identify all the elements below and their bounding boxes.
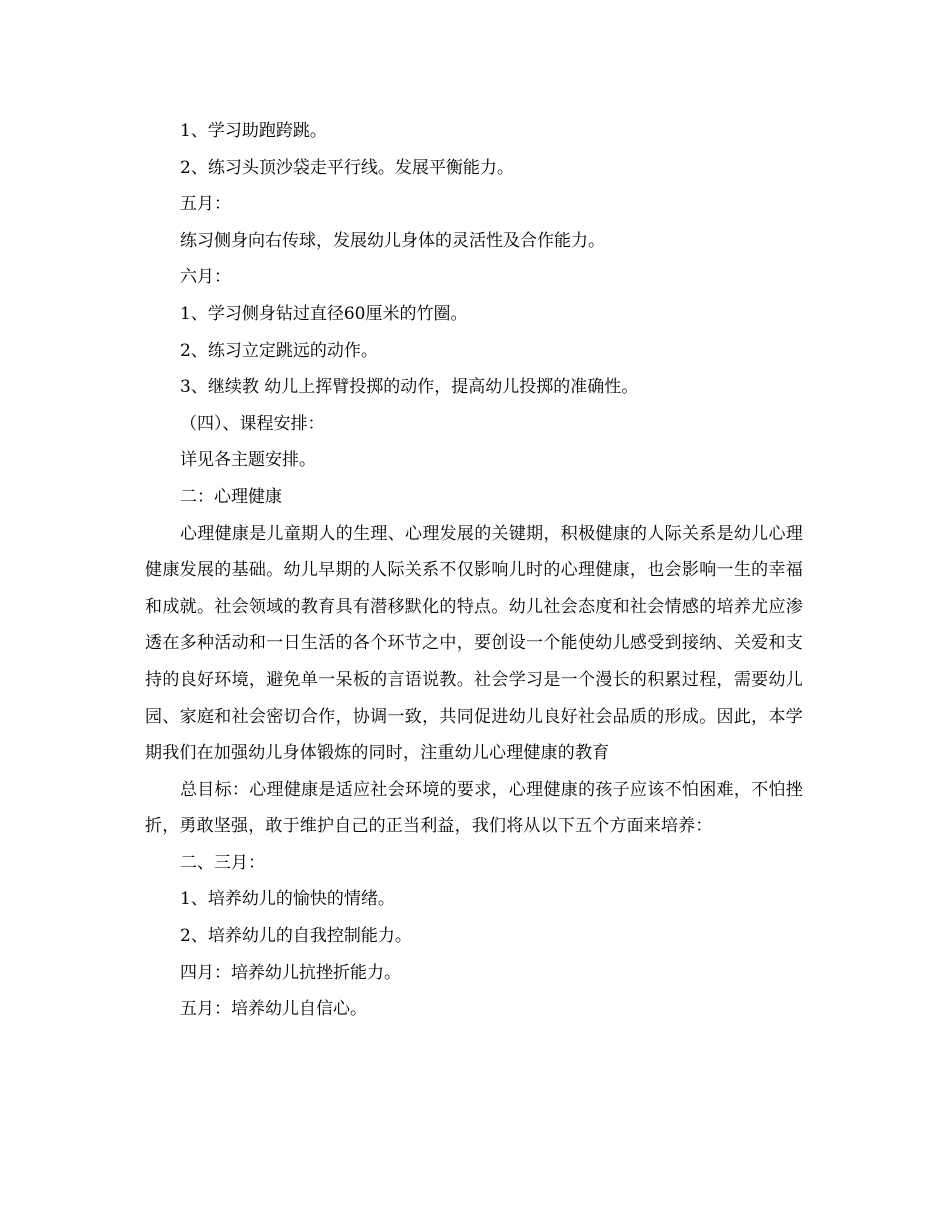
text-line: 四月：培养幼儿抗挫折能力。	[180, 962, 401, 983]
text-line: 五月：培养幼儿自信心。	[180, 999, 367, 1020]
text-line: 1、学习助跑跨跳。	[180, 121, 327, 141]
document-body	[145, 113, 803, 1028]
text-line: 1、学习侧身钻过直径60厘米的竹圈。	[180, 303, 468, 324]
month-heading: 五月：	[180, 194, 231, 215]
month-heading: 二、三月：	[180, 852, 265, 873]
text-line: 1、培养幼儿的愉快的情绪。	[180, 889, 395, 910]
text-line: 详见各主题安排。	[180, 450, 316, 471]
overall-goal-paragraph: 总目标：心理健康是适应社会环境的要求，心理健康的孩子应该不怕困难，不怕挫折，勇敢坚强，敢于维护自己的正当利益，我们将从以下五个方面来培养：	[145, 779, 803, 837]
text-line: 3、继续教 幼儿上挥臂投掷的动作，提高幼儿投掷的准确性。	[180, 377, 639, 398]
text-line: 2、培养幼儿的自我控制能力。	[180, 926, 412, 947]
section-heading: （四）、课程安排：	[180, 413, 325, 434]
text-line: 2、练习立定跳远的动作。	[180, 340, 378, 361]
text-line: 2、练习头顶沙袋走平行线。发展平衡能力。	[180, 157, 514, 178]
section-heading: 二：心理健康	[180, 486, 282, 507]
month-heading: 六月：	[180, 267, 231, 288]
text-line: 练习侧身向右传球，发展幼儿身体的灵活性及合作能力。	[180, 230, 605, 251]
mental-health-paragraph: 心理健康是儿童期人的生理、心理发展的关键期，积极健康的人际关系是幼儿心理健康发展的基础。幼儿早期的人际关系不仅影响儿时的心理健康，也会影响一生的幸福和成就。社会领域的教育具有潜移默化的特点。幼儿社会态度和社会情感的培养尤应渗透在多种活动和一日生活的各个环节之中，要创设一个能使幼儿感受到接纳、关爱和支持的良好环境，避免单一呆板的言语说教。社会学习是一个漫长的积累过程，需要幼儿园、家庭和社会密切合作，协调一致，共同促进幼儿良好社会品质的形成。因此，本学期我们在加强幼儿身体锻炼的同时，注重幼儿心理健康的教育	[145, 523, 803, 764]
